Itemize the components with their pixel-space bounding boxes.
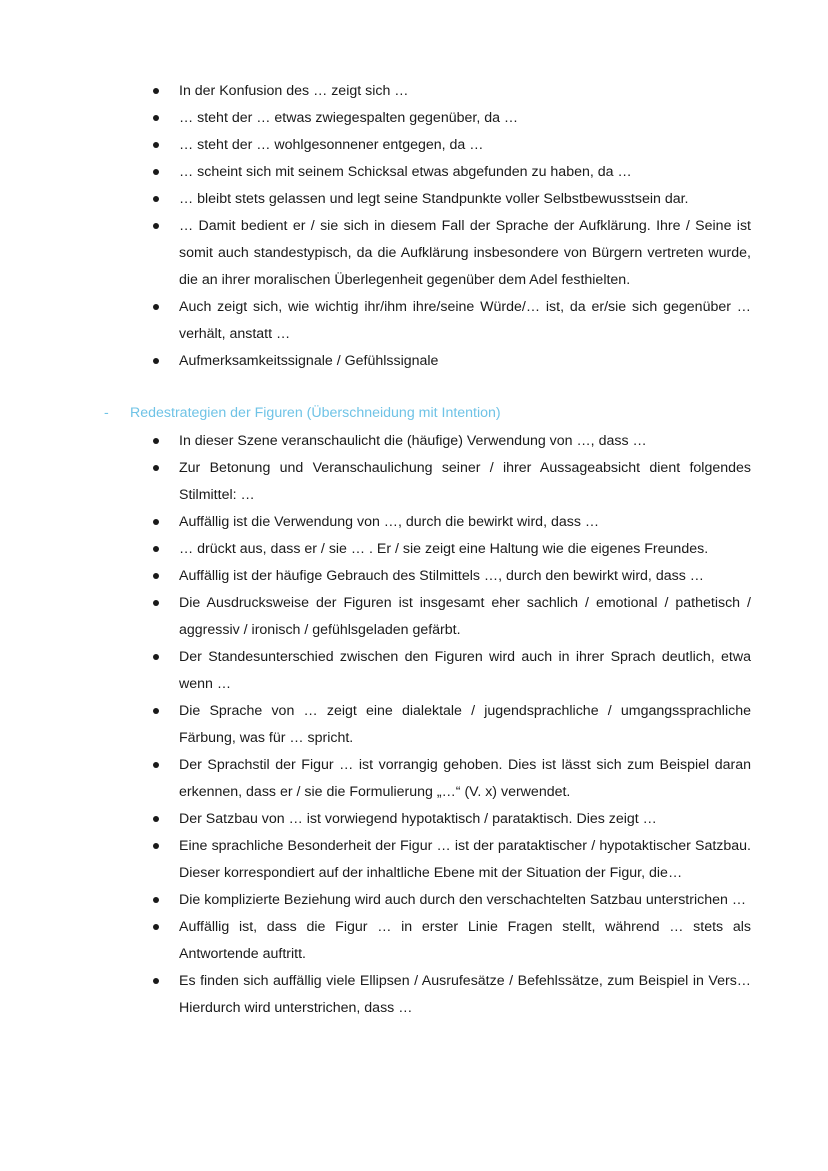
bullet-icon — [153, 600, 159, 606]
list-item-text: Der Standesunterschied zwischen den Figuren wird auch in ihrer Sprach deutlich, etwa wenn … — [179, 649, 751, 692]
phrase-list-character-attitude — [179, 78, 751, 375]
list-item-text: … drückt aus, dass er / sie … . Er / sie zeigt eine Haltung wie die eigenes Freundes. — [179, 541, 709, 557]
list-item-text: Der Sprachstil der Figur … ist vorrangig gehoben. Dies ist lässt sich zum Beispiel daran erkennen, dass er / sie die Formulierung „…“ (V. x) verwendet. — [179, 757, 751, 800]
list-item — [179, 914, 751, 968]
list-item-text: Auffällig ist, dass die Figur … in erster Linie Fragen stellt, während … stets als Antwortende auftritt. — [179, 919, 751, 962]
list-item — [179, 644, 751, 698]
list-item-text: Auffällig ist der häufige Gebrauch des Stilmittels …, durch den bewirkt wird, dass … — [179, 568, 704, 584]
bullet-icon — [153, 654, 159, 660]
list-item — [179, 887, 751, 914]
list-item — [179, 132, 751, 159]
bullet-icon — [153, 438, 159, 444]
list-item — [179, 752, 751, 806]
bullet-icon — [153, 196, 159, 202]
list-item-text: Eine sprachliche Besonderheit der Figur … ist der parataktischer / hypotaktischer Satzbau. Dieser korrespondiert auf der inhaltliche Ebene mit der Situation der Figur, die… — [179, 838, 751, 881]
list-item — [179, 105, 751, 132]
bullet-icon — [153, 708, 159, 714]
bullet-icon — [153, 304, 159, 310]
list-item-text: Die Ausdrucksweise der Figuren ist insgesamt eher sachlich / emotional / pathetisch / aggressiv / ironisch / gefühlsgeladen gefärbt. — [179, 595, 751, 638]
list-item-text: Es finden sich auffällig viele Ellipsen / Ausrufesätze / Befehlssätze, zum Beispiel in Vers… Hierdurch wird unterstrichen, dass … — [179, 973, 751, 1016]
bullet-icon — [153, 546, 159, 552]
list-item-text: … Damit bedient er / sie sich in diesem Fall der Sprache der Aufklärung. Ihre / Seine ist somit auch standestypisch, da die Aufklärung insbesondere von Bürgern vertreten wurde, die an ihrer moralischen Überlegenheit gegenüber dem Adel festhielten. — [179, 218, 751, 288]
section-heading-text: Redestrategien der Figuren (Überschneidung mit Intention) — [130, 405, 501, 421]
list-item-text: Die Sprache von … zeigt eine dialektale / jugendsprachliche / umgangssprachliche Färbung, was für … spricht. — [179, 703, 751, 746]
list-item — [179, 294, 751, 348]
bullet-icon — [153, 924, 159, 930]
bullet-icon — [153, 358, 159, 364]
bullet-icon — [153, 169, 159, 175]
list-item-text: … steht der … wohlgesonnener entgegen, da … — [179, 137, 484, 153]
bullet-icon — [153, 465, 159, 471]
list-item-text: Auch zeigt sich, wie wichtig ihr/ihm ihre/seine Würde/… ist, da er/sie sich gegenüber … verhält, anstatt … — [179, 299, 751, 342]
bullet-icon — [153, 897, 159, 903]
bullet-icon — [153, 978, 159, 984]
bullet-icon — [153, 88, 159, 94]
list-item-text: Auffällig ist die Verwendung von …, durch die bewirkt wird, dass … — [179, 514, 600, 530]
list-item — [179, 186, 751, 213]
list-item — [179, 159, 751, 186]
bullet-icon — [153, 573, 159, 579]
list-item — [179, 536, 751, 563]
list-item-text: Die komplizierte Beziehung wird auch durch den verschachtelten Satzbau unterstrichen … — [179, 892, 747, 908]
list-item-text: In der Konfusion des … zeigt sich … — [179, 83, 409, 99]
list-item — [179, 590, 751, 644]
list-item — [179, 833, 751, 887]
list-item — [179, 78, 751, 105]
list-item-text: … bleibt stets gelassen und legt seine Standpunkte voller Selbstbewusstsein dar. — [179, 191, 689, 207]
list-item — [179, 968, 751, 1022]
phrase-list-speech-strategies — [179, 428, 751, 1022]
list-item — [179, 428, 751, 455]
list-item-text: Zur Betonung und Veranschaulichung seiner / ihrer Aussageabsicht dient folgendes Stilmittel: … — [179, 460, 751, 503]
bullet-icon — [153, 223, 159, 229]
list-item — [179, 348, 751, 375]
list-item — [179, 563, 751, 590]
bullet-icon — [153, 519, 159, 525]
bullet-icon — [153, 142, 159, 148]
list-item-text: … scheint sich mit seinem Schicksal etwas abgefunden zu haben, da … — [179, 164, 632, 180]
list-item — [179, 698, 751, 752]
list-item-text: Der Satzbau von … ist vorwiegend hypotaktisch / parataktisch. Dies zeigt … — [179, 811, 657, 827]
list-item — [179, 806, 751, 833]
list-item-text: … steht der … etwas zwiegespalten gegenüber, da … — [179, 110, 519, 126]
list-item-text: Aufmerksamkeitssignale / Gefühlssignale — [179, 353, 439, 369]
bullet-icon — [153, 762, 159, 768]
section-dash: - — [104, 405, 109, 421]
bullet-icon — [153, 816, 159, 822]
list-item-text: In dieser Szene veranschaulicht die (häufige) Verwendung von …, dass … — [179, 433, 647, 449]
list-item — [179, 455, 751, 509]
list-item — [179, 213, 751, 294]
list-item — [179, 509, 751, 536]
bullet-icon — [153, 115, 159, 121]
bullet-icon — [153, 843, 159, 849]
